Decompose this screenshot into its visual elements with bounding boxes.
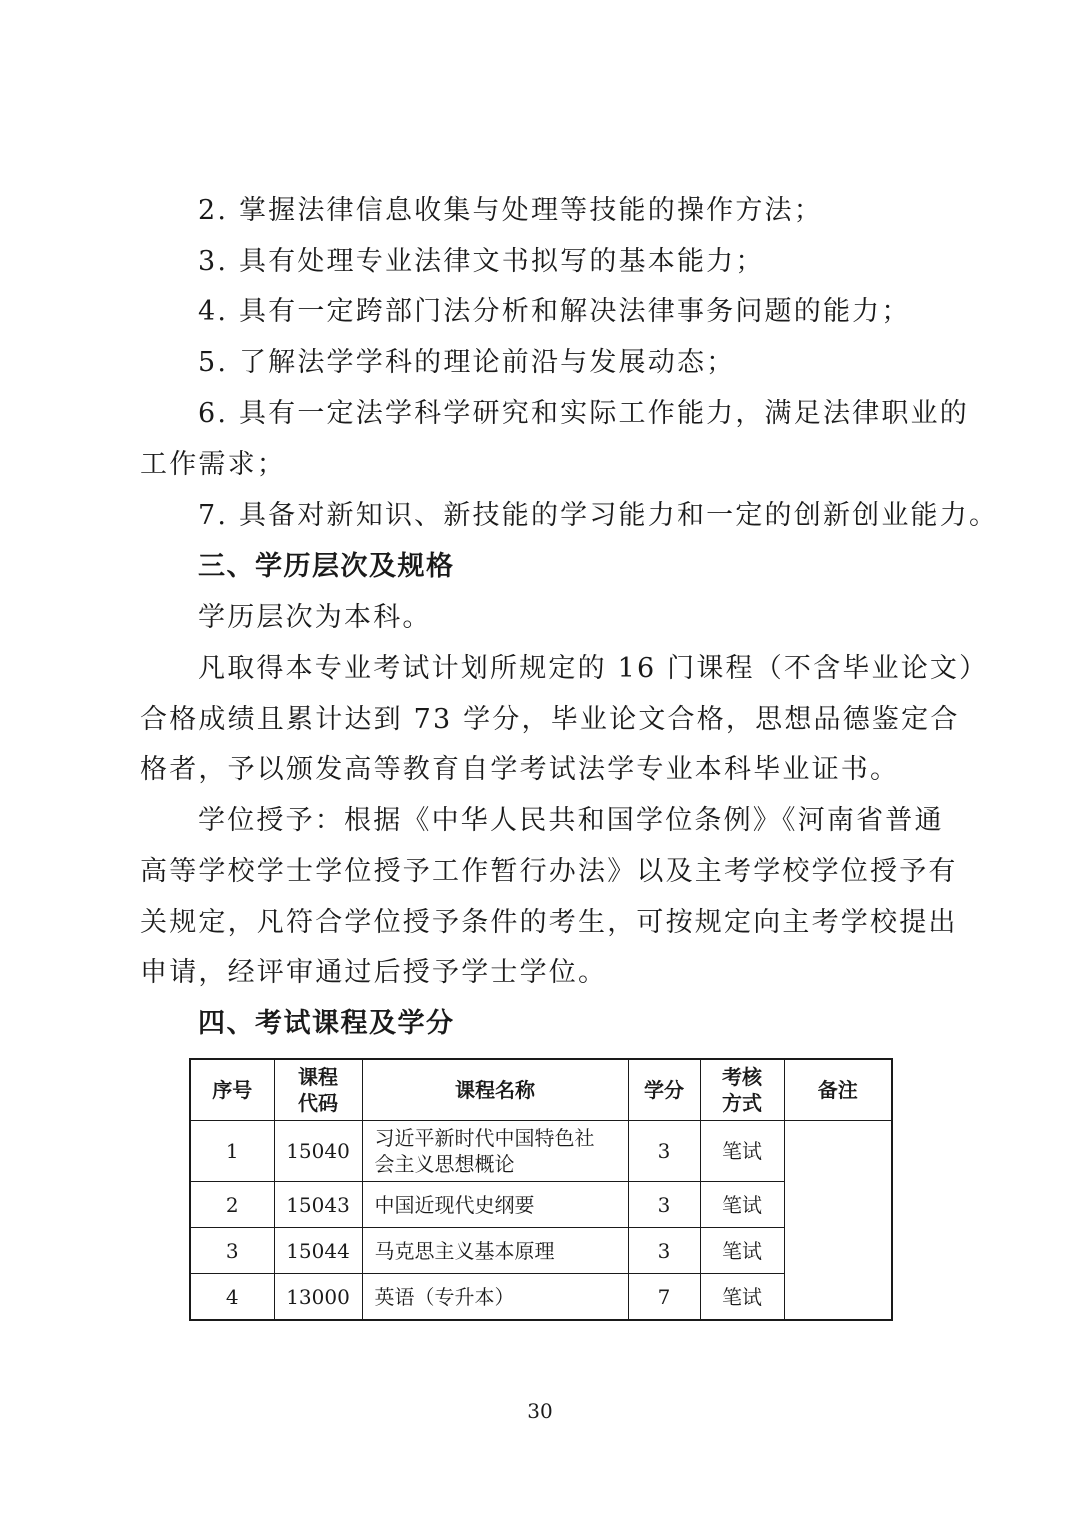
header-seq: 序号 bbox=[190, 1059, 274, 1121]
cell-course-name-line-2: 会主义思想概论 bbox=[374, 1152, 515, 1176]
page-number: 30 bbox=[527, 1399, 553, 1423]
ability-item-2: 2. 掌握法律信息收集与处理等技能的操作方法； bbox=[198, 195, 823, 226]
table-row bbox=[190, 1121, 892, 1182]
cell-code: 15040 bbox=[274, 1121, 362, 1182]
header-code-line-1: 课程 bbox=[298, 1065, 338, 1089]
cell-code: 15043 bbox=[274, 1182, 362, 1228]
cell-seq: 4 bbox=[190, 1274, 274, 1321]
header-method-line-1: 考核 bbox=[722, 1065, 762, 1089]
cell-seq: 3 bbox=[190, 1228, 274, 1274]
header-name: 课程名称 bbox=[362, 1059, 628, 1121]
header-code bbox=[274, 1059, 362, 1121]
header-method bbox=[700, 1059, 784, 1121]
degree-para-line-4: 申请，经评审通过后授予学士学位。 bbox=[140, 957, 608, 988]
cell-method: 笔试 bbox=[700, 1182, 784, 1228]
degree-para-line-3: 关规定，凡符合学位授予条件的考生，可按规定向主考学校提出 bbox=[140, 907, 958, 938]
degree-para-line-2: 高等学校学士学位授予工作暂行办法》以及主考学校学位授予有 bbox=[140, 856, 958, 887]
cell-course-name bbox=[362, 1121, 628, 1182]
ability-item-6-line-1: 6. 具有一定法学科学研究和实际工作能力，满足法律职业的 bbox=[198, 398, 969, 429]
section-3-heading: 三、学历层次及规格 bbox=[198, 551, 455, 582]
header-remark: 备注 bbox=[784, 1059, 892, 1121]
cell-method: 笔试 bbox=[700, 1121, 784, 1182]
cell-code: 15044 bbox=[274, 1228, 362, 1274]
course-table bbox=[189, 1058, 893, 1321]
ability-item-6-line-2: 工作需求； bbox=[140, 449, 286, 480]
cell-course-name-line-1: 习近平新时代中国特色社 bbox=[374, 1126, 595, 1150]
section-4-heading: 四、考试课程及学分 bbox=[198, 1008, 455, 1039]
cell-course-name: 英语（专升本） bbox=[362, 1274, 628, 1321]
table-header-row bbox=[190, 1059, 892, 1121]
graduation-para-line-3: 格者，予以颁发高等教育自学考试法学专业本科毕业证书。 bbox=[140, 754, 900, 785]
ability-item-3: 3. 具有处理专业法律文书拟写的基本能力； bbox=[198, 246, 765, 277]
cell-method: 笔试 bbox=[700, 1274, 784, 1321]
graduation-para-line-2: 合格成绩且累计达到 73 学分，毕业论文合格，思想品德鉴定合 bbox=[140, 704, 960, 735]
cell-credit: 3 bbox=[628, 1182, 700, 1228]
graduation-para-line-1: 凡取得本专业考试计划所规定的 16 门课程（不含毕业论文） bbox=[198, 653, 989, 684]
cell-course-name: 马克思主义基本原理 bbox=[362, 1228, 628, 1274]
cell-credit: 7 bbox=[628, 1274, 700, 1321]
cell-course-name: 中国近现代史纲要 bbox=[362, 1182, 628, 1228]
degree-para-line-1: 学位授予：根据《中华人民共和国学位条例》《河南省普通 bbox=[198, 805, 944, 836]
cell-code: 13000 bbox=[274, 1274, 362, 1321]
cell-method: 笔试 bbox=[700, 1228, 784, 1274]
cell-credit: 3 bbox=[628, 1121, 700, 1182]
cell-seq: 1 bbox=[190, 1121, 274, 1182]
header-method-line-2: 方式 bbox=[722, 1091, 762, 1115]
header-credit: 学分 bbox=[628, 1059, 700, 1121]
header-code-line-2: 代码 bbox=[298, 1091, 338, 1115]
ability-item-7: 7. 具备对新知识、新技能的学习能力和一定的创新创业能力。 bbox=[198, 500, 999, 531]
cell-remark bbox=[784, 1121, 892, 1321]
ability-item-5: 5. 了解法学学科的理论前沿与发展动态； bbox=[198, 347, 736, 378]
ability-item-4: 4. 具有一定跨部门法分析和解决法律事务问题的能力； bbox=[198, 296, 911, 327]
education-level: 学历层次为本科。 bbox=[198, 602, 432, 633]
cell-credit: 3 bbox=[628, 1228, 700, 1274]
cell-seq: 2 bbox=[190, 1182, 274, 1228]
